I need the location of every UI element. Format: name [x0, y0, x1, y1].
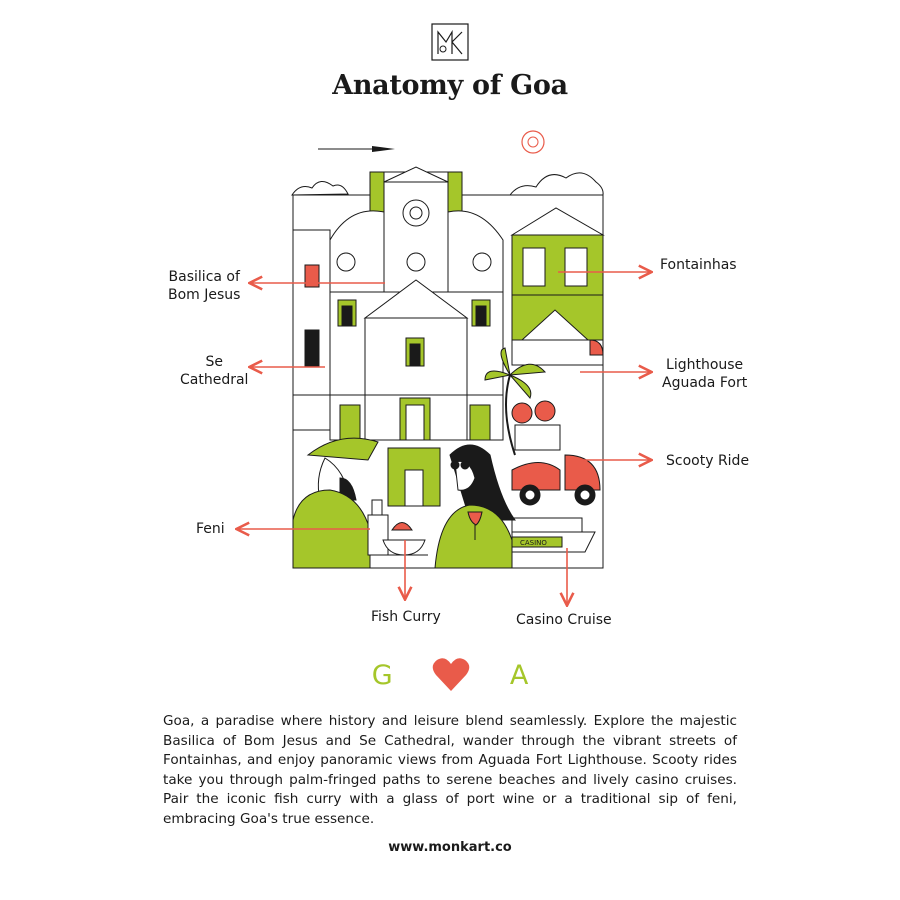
label-casino-cruise: Casino Cruise: [516, 612, 612, 628]
label-lighthouse: [662, 356, 747, 392]
label-se-cathedral: [180, 353, 248, 389]
man-with-hat: [293, 438, 378, 568]
heart-icon: [431, 655, 471, 695]
label-feni: Feni: [196, 521, 225, 537]
label-fish-curry: Fish Curry: [371, 609, 441, 625]
description: Goa, a paradise where history and leisure blend seamlessly. Explore the majestic Basilica of Bom Jesus and Se Cathedral, wander through the vibrant streets of Fontainhas, and enjoy panoramic views from Aguada Fort Lighthouse. Scooty rides take you through palm-fringed paths to serene beaches and lively casino cruises. Pair the iconic fish curry with a glass of port wine or a traditional sip of feni, embracing Goa's true essence.: [163, 713, 737, 827]
cloud-left: [292, 181, 348, 195]
page-title: Anatomy of Goa: [332, 70, 568, 101]
label-fontainhas: Fontainhas: [660, 257, 737, 273]
goa-love-logo: [0, 655, 900, 695]
label-se-line1: Se: [205, 354, 223, 370]
label-lighthouse-line2: Aguada Fort: [662, 375, 748, 391]
love-letter-a: A: [509, 659, 529, 691]
fontainhas-house: [512, 208, 603, 295]
label-basilica-line1: Basilica of: [168, 269, 240, 285]
casino-boat: [512, 518, 595, 552]
sun-icon: [522, 131, 544, 153]
aguada-fort: [512, 295, 603, 365]
label-scooty: Scooty Ride: [666, 453, 750, 469]
cloud-right: [510, 173, 603, 195]
cathedral-entrance: [388, 448, 440, 506]
boat-label: CASINO: [520, 539, 547, 547]
feni-bottle: [368, 500, 388, 555]
label-lighthouse-line1: Lighthouse: [666, 357, 744, 373]
label-basilica-line2: Bom Jesus: [168, 287, 241, 303]
label-basilica: [168, 268, 240, 304]
scooty-ride: [512, 401, 600, 505]
website-url[interactable]: www.monkart.co: [388, 840, 512, 855]
woman-with-wine: [435, 445, 515, 568]
plane-icon: [318, 146, 395, 152]
love-letter-g: G: [371, 659, 393, 691]
basilica-right-wing: [448, 211, 503, 292]
label-se-line2: Cathedral: [180, 372, 249, 388]
